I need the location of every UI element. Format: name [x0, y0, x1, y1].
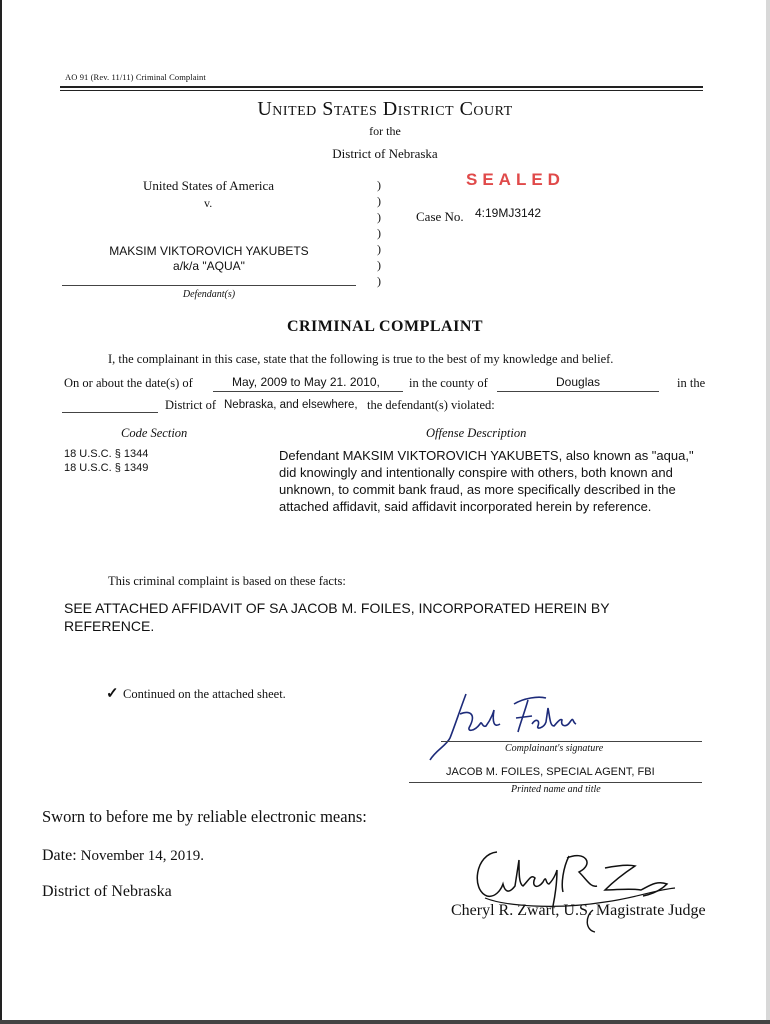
caption-paren: ): [377, 226, 381, 240]
caption-paren: ): [377, 274, 381, 288]
code-section-item: 18 U.S.C. § 1349: [64, 462, 149, 474]
complainant-printed-name: JACOB M. FOILES, SPECIAL AGENT, FBI: [446, 766, 655, 778]
caption-paren: ): [377, 258, 381, 272]
date-prefix: On or about the date(s) of: [64, 376, 193, 390]
caption-paren: ): [377, 210, 381, 224]
county-rule: [497, 391, 659, 392]
form-id: AO 91 (Rev. 11/11) Criminal Complaint: [65, 72, 206, 82]
code-section-header: Code Section: [121, 426, 188, 440]
judge-printed-name: Cheryl R. Zwart, U.S. Magistrate Judge: [451, 902, 706, 919]
checkbox-check-icon[interactable]: ✓: [106, 686, 119, 702]
sworn-date: [42, 847, 204, 865]
date-range: May, 2009 to May 21. 2010,: [232, 375, 380, 389]
code-section-item: 18 U.S.C. § 1344: [64, 448, 149, 460]
offense-description: Defendant MAKSIM VIKTOROVICH YAKUBETS, also known as "aqua," did knowingly and intentionally conspire with others, both known and unknown, to commit bank fraud, as more specifically described in the attached affidavit, said affidavit incorporated herein by reference.: [279, 448, 694, 514]
date-value: November 14, 2019.: [80, 848, 204, 864]
complainant-signature-rule: [441, 741, 702, 742]
judge-signature: [445, 840, 685, 935]
for-the-label: for the: [369, 124, 401, 138]
district-value: Nebraska, and elsewhere,: [224, 399, 358, 411]
page-bottom-edge: [0, 1020, 770, 1024]
complainant-signature-label: Complainant's signature: [505, 743, 604, 754]
complainant-signature: [420, 688, 590, 768]
district-name: District of Nebraska: [332, 146, 438, 161]
district-blank-rule: [62, 412, 158, 413]
complaint-intro: I, the complainant in this case, state that the following is true to the best of my knowledge and belief.: [108, 352, 614, 366]
district-prefix: District of: [165, 398, 217, 412]
offense-description-header: Offense Description: [426, 426, 527, 440]
continued-label: Continued on the attached sheet.: [123, 687, 286, 701]
defendant-alias: a/k/a "AQUA": [173, 259, 245, 273]
district-suffix: the defendant(s) violated:: [367, 398, 495, 412]
county-prefix: in the county of: [409, 376, 488, 390]
defendant-rule: [62, 285, 356, 286]
defendant-name: MAKSIM VIKTOROVICH YAKUBETS: [109, 244, 309, 258]
caption-paren: ): [377, 242, 381, 256]
facts-text: SEE ATTACHED AFFIDAVIT OF SA JACOB M. FOILES, INCORPORATED HEREIN BY REFERENCE.: [64, 600, 610, 634]
date-rule: [213, 391, 403, 392]
facts-intro: This criminal complaint is based on these facts:: [108, 574, 346, 588]
case-number-label: Case No.: [416, 209, 464, 224]
code-sections: [64, 447, 148, 475]
court-name: United States District Court: [257, 98, 513, 120]
printed-name-rule: [409, 782, 702, 783]
printed-name-label: Printed name and title: [511, 784, 601, 795]
county-suffix: in the: [677, 376, 706, 390]
county-value: Douglas: [556, 375, 601, 389]
complaint-title: CRIMINAL COMPLAINT: [286, 318, 484, 335]
caption-paren: ): [377, 178, 381, 192]
date-label: Date:: [42, 847, 77, 864]
header-rule: [60, 86, 703, 88]
sworn-district: District of Nebraska: [42, 883, 172, 900]
defendant-label: Defendant(s): [182, 289, 236, 300]
header-rule-thin: [60, 90, 703, 91]
case-number: 4:19MJ3142: [475, 206, 542, 220]
sealed-stamp: SEALED: [466, 170, 565, 189]
caption-paren: ): [377, 194, 381, 208]
versus-label: v.: [204, 196, 213, 210]
plaintiff-name: United States of America: [143, 178, 275, 193]
sworn-statement: Sworn to before me by reliable electronic means:: [42, 807, 367, 826]
